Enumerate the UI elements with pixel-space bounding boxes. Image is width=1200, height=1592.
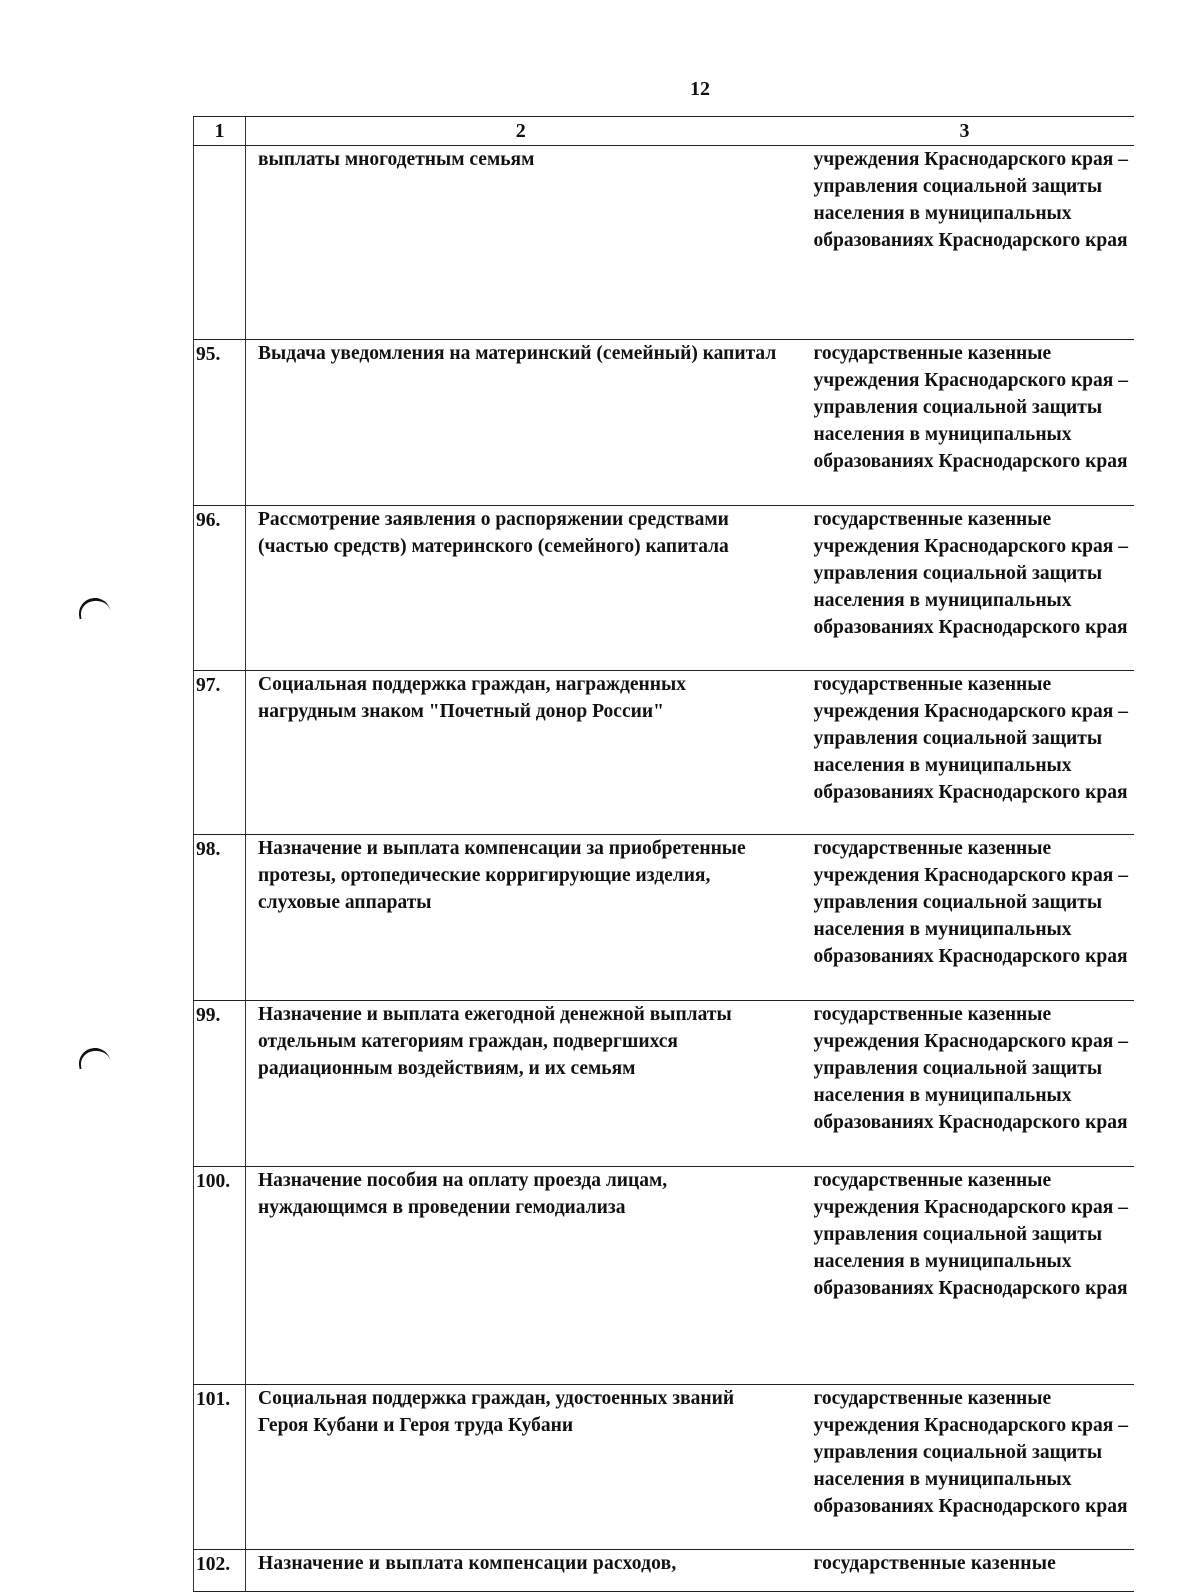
table-row	[194, 1385, 1134, 1550]
table-row	[194, 835, 1134, 1001]
responsible-organization: государственные казенные учреждения Краснодарского края – управления социальной защиты населения в муниципальных образованиях Краснодарского края	[796, 1167, 1134, 1385]
row-number: 100.	[194, 1167, 246, 1385]
column-header-1: 1	[194, 117, 246, 146]
responsible-organization: государственные казенные учреждения Краснодарского края – управления социальной защиты населения в муниципальных образованиях Краснодарского края	[796, 671, 1134, 835]
row-number: 98.	[194, 835, 246, 1001]
service-name: Назначение и выплата компенсации расходов,	[246, 1550, 796, 1592]
table-row	[194, 1001, 1134, 1167]
responsible-organization: государственные казенные учреждения Краснодарского края – управления социальной защиты населения в муниципальных образованиях Краснодарского края	[796, 506, 1134, 671]
service-name: выплаты многодетным семьям	[246, 146, 796, 340]
service-name: Рассмотрение заявления о распоряжении средствами (частью средств) материнского (семейного) капитала	[246, 506, 796, 671]
row-number: 101.	[194, 1385, 246, 1550]
service-name: Назначение пособия на оплату проезда лицам, нуждающимся в проведении гемодиализа	[246, 1167, 796, 1385]
table-row	[194, 146, 1134, 340]
binding-hole-mark	[77, 1046, 111, 1069]
row-number: 95.	[194, 340, 246, 506]
responsible-organization: государственные казенные учреждения Краснодарского края – управления социальной защиты населения в муниципальных образованиях Краснодарского края	[796, 835, 1134, 1001]
table-row	[194, 671, 1134, 835]
column-header-3: 3	[796, 117, 1134, 146]
service-name: Социальная поддержка граждан, удостоенных званий Героя Кубани и Героя труда Кубани	[246, 1385, 796, 1550]
row-number: 102.	[194, 1550, 246, 1592]
row-number: 96.	[194, 506, 246, 671]
table-row	[194, 1550, 1134, 1592]
responsible-organization: государственные казенные учреждения Краснодарского края – управления социальной защиты населения в муниципальных образованиях Краснодарского края	[796, 1385, 1134, 1550]
service-name: Социальная поддержка граждан, награжденных нагрудным знаком "Почетный донор России"	[246, 671, 796, 835]
service-name: Выдача уведомления на материнский (семейный) капитал	[246, 340, 796, 506]
row-number: 99.	[194, 1001, 246, 1167]
service-name: Назначение и выплата ежегодной денежной выплаты отдельным категориям граждан, подвергшихся радиационным воздействиям, и их семьям	[246, 1001, 796, 1167]
row-number: 97.	[194, 671, 246, 835]
responsible-organization: учреждения Краснодарского края – управления социальной защиты населения в муниципальных образованиях Краснодарского края	[796, 146, 1134, 340]
service-name: Назначение и выплата компенсации за приобретенные протезы, ортопедические корригирующие изделия, слуховые аппараты	[246, 835, 796, 1001]
table-row	[194, 340, 1134, 506]
table-header-row	[194, 117, 1134, 146]
table-row	[194, 1167, 1134, 1385]
services-table	[193, 116, 1134, 1592]
responsible-organization: государственные казенные учреждения Краснодарского края – управления социальной защиты населения в муниципальных образованиях Краснодарского края	[796, 1001, 1134, 1167]
table-row	[194, 506, 1134, 671]
responsible-organization: государственные казенные	[796, 1550, 1134, 1592]
binding-hole-mark	[77, 596, 111, 619]
page-number: 12	[690, 78, 710, 100]
column-header-2: 2	[246, 117, 796, 146]
responsible-organization: государственные казенные учреждения Краснодарского края – управления социальной защиты населения в муниципальных образованиях Краснодарского края	[796, 340, 1134, 506]
row-number	[194, 146, 246, 340]
